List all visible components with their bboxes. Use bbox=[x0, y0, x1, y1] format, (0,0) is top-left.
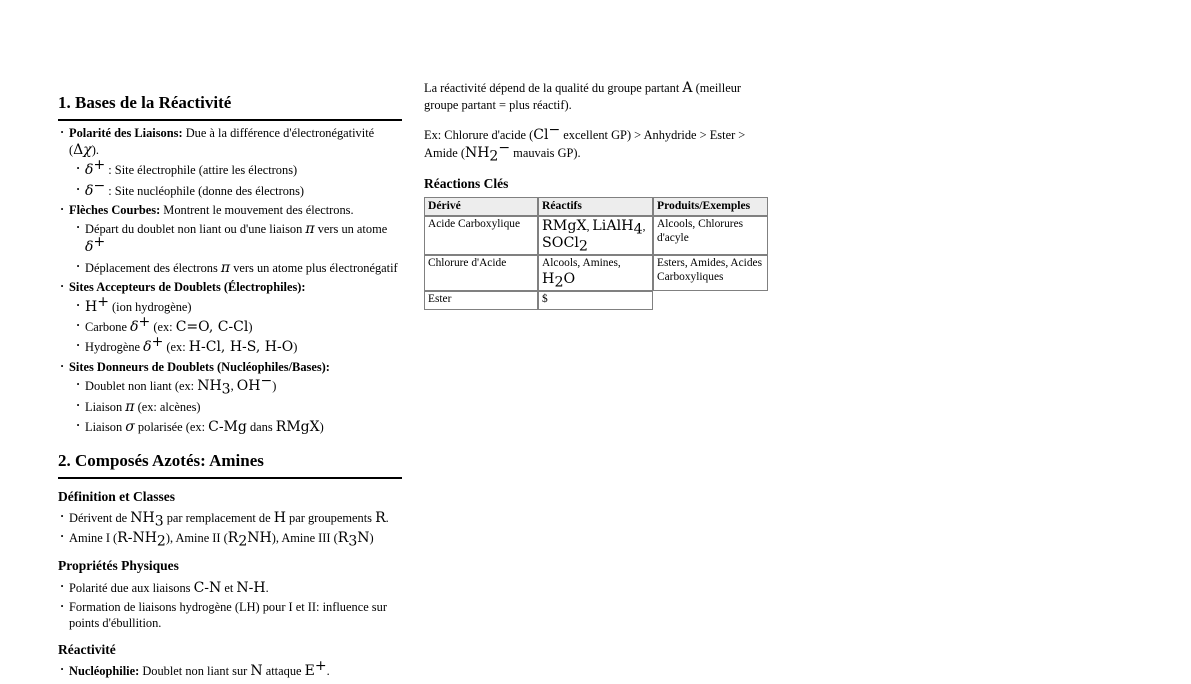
list-item bbox=[74, 156, 402, 180]
text-part: Polarité due aux liaisons bbox=[69, 580, 194, 595]
table-header-produits: Produits/Exemples bbox=[653, 197, 768, 216]
text-part: Liaison bbox=[85, 399, 126, 414]
text-part: + bbox=[314, 657, 327, 674]
list-text bbox=[85, 221, 402, 257]
table-cell bbox=[424, 291, 538, 310]
text-part: NH bbox=[464, 144, 490, 161]
subsection-title: Réactivité bbox=[58, 641, 116, 657]
text-part: 3 bbox=[221, 381, 231, 398]
text-part: Carbone bbox=[85, 319, 131, 334]
sub-list bbox=[74, 293, 402, 358]
text-part: H bbox=[85, 298, 98, 315]
table-cell bbox=[424, 216, 538, 255]
text-part: LiAlH bbox=[592, 217, 634, 234]
text-part: . bbox=[385, 511, 389, 526]
text-part: RMgX bbox=[542, 217, 587, 234]
list-text bbox=[85, 260, 402, 278]
text-part: + bbox=[93, 234, 106, 251]
bullet-list bbox=[58, 580, 402, 632]
text-part: N bbox=[250, 663, 263, 680]
text-part: par remplacement de bbox=[163, 511, 274, 526]
text-part: R bbox=[375, 510, 386, 527]
list-text bbox=[69, 203, 402, 219]
list-item bbox=[74, 221, 402, 257]
text-part: ) bbox=[272, 379, 277, 394]
text-part: et bbox=[221, 580, 237, 595]
list-text bbox=[85, 156, 402, 180]
text-part: excellent GP) > Anhydride > Ester > Amide ( bbox=[424, 127, 746, 160]
section-bases-reactivite bbox=[58, 92, 402, 437]
text-part: , bbox=[230, 379, 237, 394]
text-part: Alcools, Amines, bbox=[542, 257, 621, 270]
text-part: C=O, C-Cl bbox=[175, 318, 249, 335]
text-part: SOCl bbox=[542, 234, 579, 251]
list-item bbox=[74, 177, 402, 201]
list-item bbox=[58, 360, 402, 437]
list-item bbox=[74, 260, 402, 278]
text-part: $ bbox=[542, 292, 548, 305]
text-part: Sites Accepteurs de Doublets (Électrophiles): bbox=[69, 280, 306, 295]
text-part: Sites Donneurs de Doublets (Nucléophiles/Bases): bbox=[69, 359, 330, 374]
text-part: ) bbox=[293, 340, 298, 355]
text-part: Cl bbox=[533, 126, 549, 143]
text-part: R bbox=[227, 530, 239, 547]
text-part: − bbox=[93, 177, 106, 194]
text-part: C-Mg bbox=[208, 419, 247, 436]
text-part: Liaison bbox=[85, 420, 126, 435]
text-part: (ion hydrogène) bbox=[108, 299, 192, 314]
subsection-title: Définition et Classes bbox=[58, 488, 175, 504]
section-title: 1. Bases de la Réactivité bbox=[58, 92, 402, 121]
text-part: , bbox=[586, 220, 593, 233]
list-item bbox=[58, 126, 402, 201]
reactions-cles-title: Réactions Clés bbox=[424, 175, 509, 191]
list-text bbox=[69, 360, 402, 376]
text-part: Ester bbox=[428, 292, 452, 305]
table-row bbox=[424, 291, 768, 310]
section-title: 2. Composés Azotés: Amines bbox=[58, 450, 402, 479]
section-amines bbox=[58, 450, 402, 681]
text-part: Polarité des Liaisons: bbox=[69, 125, 183, 140]
text-part: : Site nucléophile (donne des électrons) bbox=[105, 183, 305, 198]
list-item bbox=[74, 313, 402, 337]
text-part: 2 bbox=[578, 238, 588, 255]
text-part: Déplacement des électrons bbox=[85, 260, 221, 275]
text-part: δ bbox=[85, 162, 94, 179]
text-part: NH bbox=[247, 530, 272, 547]
table-cell bbox=[538, 255, 653, 291]
table-header-derive: Dérivé bbox=[424, 197, 538, 216]
text-part: π bbox=[220, 259, 231, 276]
table-cell bbox=[653, 255, 768, 291]
text-part: . bbox=[326, 664, 330, 679]
list-text bbox=[69, 600, 402, 632]
list-item bbox=[74, 373, 402, 398]
text-part: δ bbox=[130, 318, 139, 335]
text-part: , bbox=[642, 220, 646, 233]
text-part: N bbox=[357, 530, 370, 547]
table-header-row bbox=[424, 197, 768, 216]
list-text bbox=[69, 510, 402, 528]
text-part: 2 bbox=[238, 533, 248, 550]
text-part: 3 bbox=[154, 513, 164, 530]
text-part: : Site électrophile (attire les électrons) bbox=[105, 163, 298, 178]
text-part: 4 bbox=[633, 221, 643, 238]
text-part: Dérivent de bbox=[69, 511, 131, 526]
text-part: Départ du doublet non liant ou d'une liaison bbox=[85, 222, 306, 237]
list-item bbox=[58, 530, 402, 548]
text-part: A bbox=[682, 80, 693, 96]
text-part: + bbox=[138, 313, 151, 330]
bullet-list bbox=[58, 657, 402, 681]
text-part: (ex: alcènes) bbox=[134, 399, 201, 414]
text-part: RMgX bbox=[275, 419, 320, 436]
text-part: (ex: bbox=[163, 340, 189, 355]
text-part: E bbox=[304, 663, 315, 680]
list-item bbox=[74, 334, 402, 357]
list-text bbox=[69, 126, 402, 160]
text-part: Esters, Amides, Acides Carboxyliques bbox=[657, 257, 763, 283]
list-item bbox=[58, 580, 402, 598]
text-part: mauvais GP). bbox=[510, 145, 581, 160]
text-part: δ bbox=[85, 239, 94, 256]
text-part: H bbox=[273, 510, 286, 527]
list-text bbox=[69, 580, 402, 598]
list-item bbox=[58, 600, 402, 632]
text-part: vers un atome plus électronégatif bbox=[230, 260, 398, 275]
text-part: R-NH bbox=[117, 530, 157, 547]
text-part: Formation de liaisons hydrogène (LH) pour I et II: influence sur points d'ébullition. bbox=[69, 600, 387, 630]
text-part: π bbox=[125, 398, 135, 415]
text-part: Doublet non liant (ex: bbox=[85, 379, 198, 394]
list-item bbox=[58, 203, 402, 278]
text-part: ) bbox=[369, 531, 374, 546]
text-part: + bbox=[97, 293, 109, 310]
left-column bbox=[58, 70, 402, 684]
table-cell bbox=[538, 291, 653, 310]
reactions-table bbox=[424, 197, 768, 310]
text-part: Δ bbox=[73, 141, 84, 158]
list-item bbox=[74, 419, 402, 437]
text-part: dans bbox=[246, 420, 276, 435]
text-part: ). bbox=[91, 142, 99, 157]
text-part: Ex: Chlorure d'acide ( bbox=[424, 127, 534, 142]
text-part: 2 bbox=[156, 533, 166, 550]
text-part: NH bbox=[197, 378, 222, 395]
paragraph-group-partant bbox=[424, 80, 762, 114]
table-cell bbox=[424, 255, 538, 291]
text-part: ), Amine III ( bbox=[271, 531, 338, 546]
list-text bbox=[85, 399, 402, 417]
text-part: 3 bbox=[348, 533, 358, 550]
list-item bbox=[58, 657, 402, 681]
text-part: Hydrogène bbox=[85, 340, 144, 355]
text-part: (meilleur groupe partant = plus réactif). bbox=[424, 81, 742, 112]
bullet-list bbox=[58, 510, 402, 548]
text-part: Amine I ( bbox=[69, 531, 118, 546]
text-part: + bbox=[151, 334, 164, 351]
text-part: H bbox=[542, 270, 555, 287]
text-part: . bbox=[265, 580, 269, 595]
text-part: − bbox=[498, 139, 511, 156]
text-part: ) bbox=[319, 420, 324, 435]
text-part: Nucléophilie: bbox=[69, 664, 140, 679]
text-part: par groupements bbox=[285, 511, 376, 526]
text-part: (ex: bbox=[150, 319, 176, 334]
table-row bbox=[424, 216, 768, 255]
table-cell bbox=[538, 216, 653, 255]
right-column bbox=[424, 70, 768, 684]
sub-list bbox=[74, 373, 402, 437]
text-part: Flèches Courbes: bbox=[69, 202, 161, 217]
text-part: C-N bbox=[193, 579, 222, 596]
table-header-reactifs: Réactifs bbox=[538, 197, 653, 216]
text-part: Due à la différence d'électronégativité ( bbox=[69, 125, 375, 157]
text-part: 2 bbox=[554, 274, 564, 291]
text-part: polarisée (ex: bbox=[134, 420, 209, 435]
text-part: Chlorure d'Acide bbox=[428, 257, 507, 270]
list-item bbox=[58, 510, 402, 528]
text-part: O bbox=[563, 270, 576, 287]
text-part: ) bbox=[248, 319, 253, 334]
text-part: N-H bbox=[236, 579, 266, 596]
list-text bbox=[85, 313, 402, 337]
list-text bbox=[85, 293, 402, 317]
text-part: Acide Carboxylique bbox=[428, 217, 521, 230]
sub-list bbox=[74, 221, 402, 277]
text-part: δ bbox=[143, 339, 152, 356]
text-part: Montrent le mouvement des électrons. bbox=[160, 202, 354, 217]
list-item bbox=[58, 280, 402, 357]
text-part: La réactivité dépend de la qualité du groupe partant bbox=[424, 81, 683, 95]
list-text bbox=[85, 373, 402, 398]
text-part: H-Cl, H-S, H-O bbox=[188, 339, 294, 356]
text-part: 2 bbox=[489, 148, 499, 165]
text-part: vers un atome bbox=[314, 222, 388, 237]
text-part: + bbox=[93, 156, 106, 173]
text-part: χ bbox=[83, 141, 92, 158]
table-cell bbox=[653, 216, 768, 255]
list-item bbox=[74, 293, 402, 317]
text-part: R bbox=[337, 530, 349, 547]
list-item bbox=[74, 399, 402, 417]
list-text bbox=[85, 419, 402, 437]
text-part: σ bbox=[125, 419, 135, 436]
list-text bbox=[69, 530, 402, 548]
text-part: − bbox=[260, 373, 273, 390]
text-part: Alcools, Chlorures d'acyle bbox=[657, 217, 744, 244]
text-part: NH bbox=[130, 510, 155, 527]
list-text bbox=[85, 177, 402, 201]
list-text bbox=[69, 657, 402, 681]
text-part: δ bbox=[85, 182, 94, 199]
paragraph-exemple-gp bbox=[424, 121, 762, 165]
text-part: OH bbox=[236, 378, 261, 395]
table-row bbox=[424, 255, 768, 291]
text-part: attaque bbox=[262, 664, 305, 679]
list-text bbox=[69, 280, 402, 296]
list-text bbox=[85, 334, 402, 357]
text-part: π bbox=[305, 221, 315, 238]
sub-list bbox=[74, 156, 402, 200]
bullet-list bbox=[58, 126, 402, 437]
text-part: − bbox=[548, 121, 561, 138]
subsection-title: Propriétés Physiques bbox=[58, 558, 179, 574]
text-part: Doublet non liant sur bbox=[139, 664, 251, 679]
text-part: ), Amine II ( bbox=[165, 531, 228, 546]
